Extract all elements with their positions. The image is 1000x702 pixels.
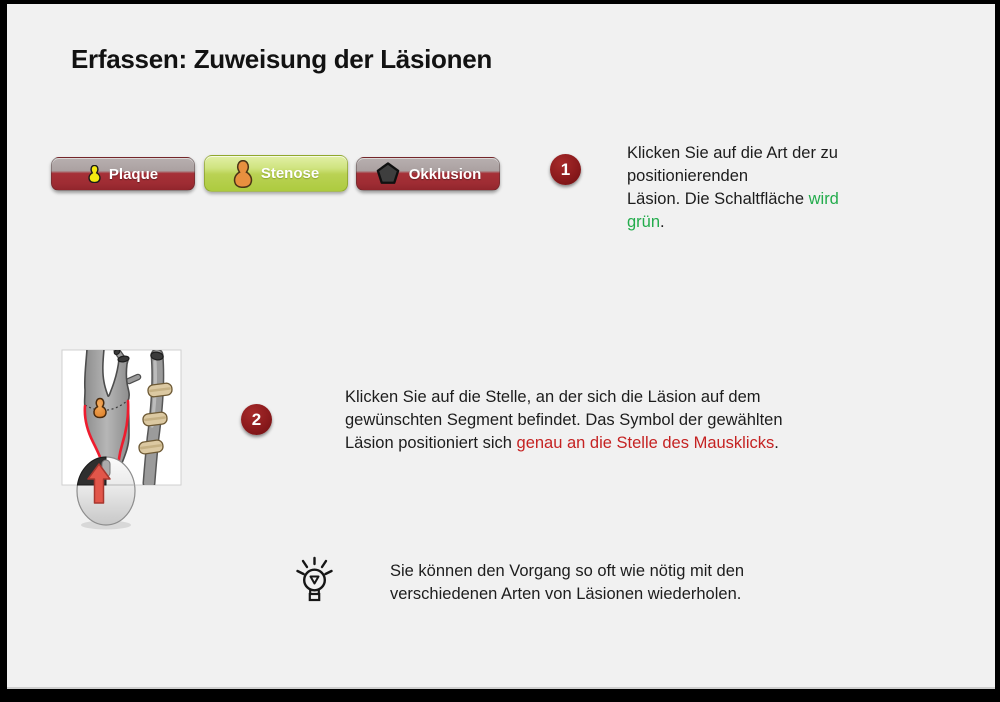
slide-background <box>7 4 995 689</box>
lesion-placement-illustration <box>60 348 192 534</box>
step-2-badge <box>241 404 272 435</box>
mouse-left-click-icon <box>77 457 135 530</box>
lightbulb-icon <box>295 550 335 608</box>
plaque-gourd-icon <box>88 165 101 183</box>
stenose-button-label: Stenose <box>260 165 320 182</box>
step-1-badge <box>550 154 581 185</box>
plaque-button-label: Plaque <box>108 165 159 183</box>
okklusion-pentagon-icon <box>375 162 401 186</box>
page-title: Erfassen: Zuweisung der Läsionen <box>71 44 492 74</box>
step-1-instruction: Klicken Sie auf die Art der zu positionierenden Läsion. Die Schaltfläche wird grün. <box>627 144 839 231</box>
step-2-instruction: Klicken Sie auf die Stelle, an der sich die Läsion auf dem gewünschten Segment befindet. Das Symbol der gewählten Läsion positioniert sich genau an die Stelle des Mausklicks. <box>345 388 783 452</box>
step-2-number: 2 <box>251 409 262 429</box>
tip-text: Sie können den Vorgang so oft wie nötig mit den verschiedenen Arten von Läsionen wiederholen. <box>390 562 745 603</box>
stenose-button[interactable] <box>204 155 348 192</box>
okklusion-button-label: Okklusion <box>408 165 482 183</box>
plaque-button[interactable] <box>51 157 195 191</box>
stenose-gourd-icon <box>233 160 253 188</box>
okklusion-button[interactable] <box>356 157 500 191</box>
step-1-number: 1 <box>560 159 571 179</box>
stenosis-marker-icon <box>94 399 106 418</box>
